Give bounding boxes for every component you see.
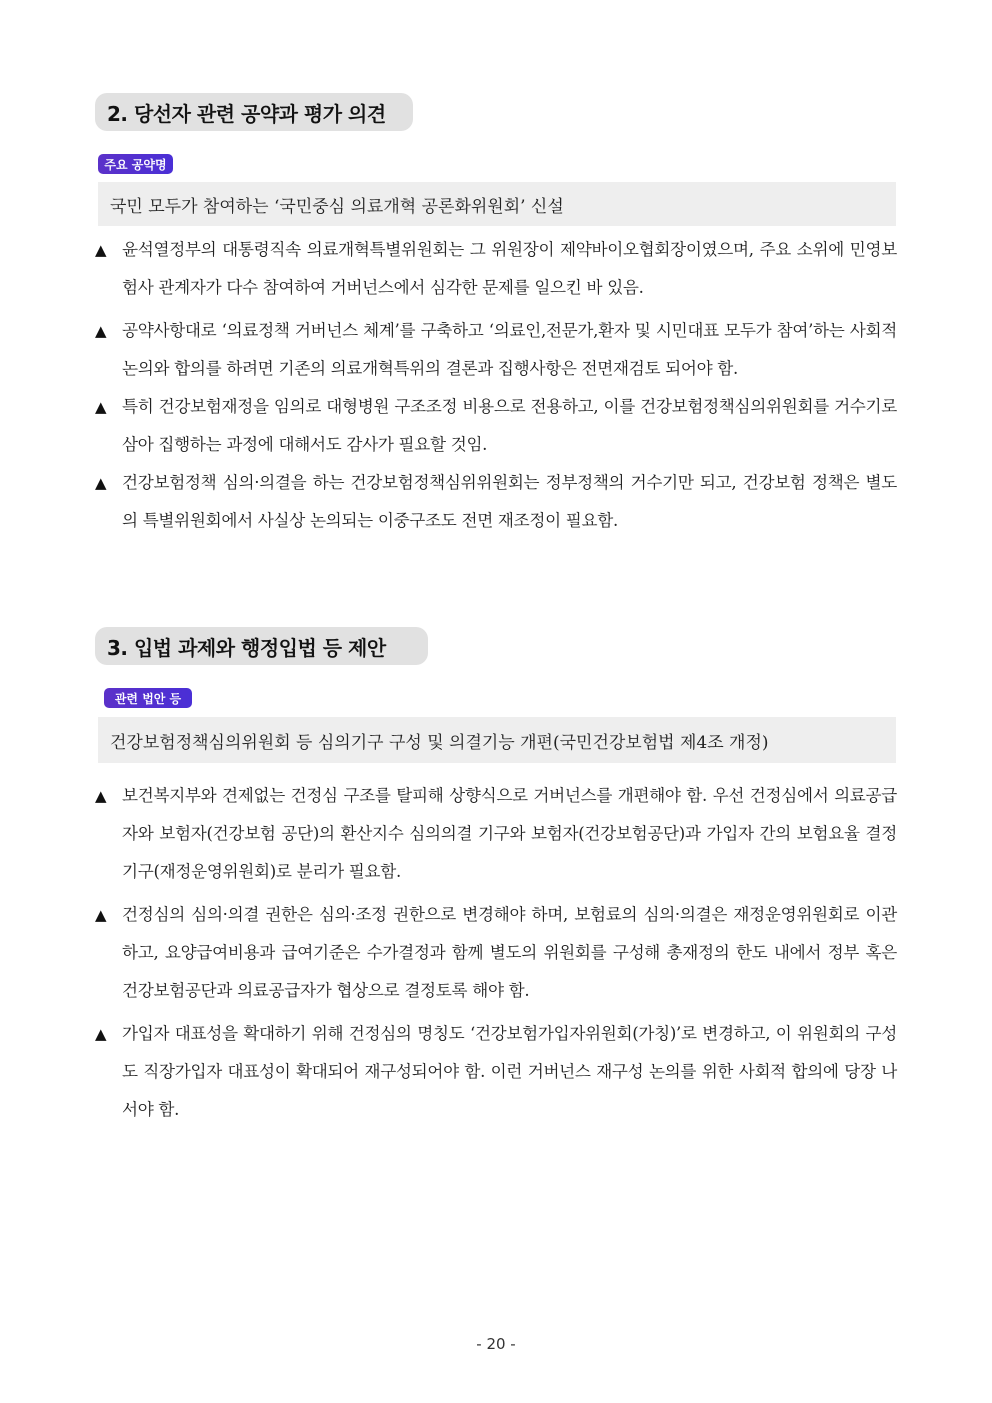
- section-2-bullet-list: [95, 231, 897, 540]
- section-2-tag: 주요 공약명: [98, 154, 173, 174]
- section-3-bullet-list: [95, 777, 897, 1129]
- list-item: [95, 231, 897, 307]
- section-3-title: 3. 입법 과제와 행정입법 등 제안: [95, 627, 428, 665]
- triangle-bullet-icon: ▲: [95, 787, 107, 805]
- section-3-tag: 관련 법안 등: [104, 688, 192, 708]
- page-number: - 20 -: [476, 1335, 516, 1353]
- list-item: [95, 388, 897, 464]
- list-item: [95, 312, 897, 388]
- bullet-text: 특히 건강보험재정을 임의로 대형병원 구조조정 비용으로 전용하고, 이를 건강보험정책심의위원회를 거수기로 삼아 집행하는 과정에 대해서도 감사가 필요할 것임.: [122, 397, 897, 454]
- triangle-bullet-icon: ▲: [95, 398, 107, 416]
- bullet-text: 가입자 대표성을 확대하기 위해 건정심의 명칭도 ‘건강보험가입자위원회(가칭)’로 변경하고, 이 위원회의 구성도 직장가입자 대표성이 확대되어 재구성되어야 함. 이런 거버넌스 재구성 논의를 위한 사회적 합의에 당장 나서야 함.: [122, 1024, 897, 1119]
- bullet-text: 공약사항대로 ‘의료정책 거버넌스 체계’를 구축하고 ‘의료인,전문가,환자 및 시민대표 모두가 참여’하는 사회적 논의와 합의를 하려면 기존의 의료개혁특위의 결론과 집행사항은 전면재검토 되어야 함.: [122, 321, 897, 378]
- triangle-bullet-icon: ▲: [95, 474, 107, 492]
- triangle-bullet-icon: ▲: [95, 322, 107, 340]
- list-item: [95, 896, 897, 1010]
- bullet-text: 건강보험정책 심의·의결을 하는 건강보험정책심위위원회는 정부정책의 거수기만 되고, 건강보험 정책은 별도의 특별위원회에서 사실상 논의되는 이중구조도 전면 재조정이 필요함.: [122, 473, 897, 530]
- bullet-text: 보건복지부와 견제없는 건정심 구조를 탈피해 상향식으로 거버넌스를 개편해야 함. 우선 건정심에서 의료공급자와 보험자(건강보험 공단)의 환산지수 심의의결 기구와 보험자(건강보험공단)과 가입자 간의 보험요율 결정 기구(재정운영위원회)로 분리가 필요함.: [122, 786, 897, 881]
- bullet-text: 윤석열정부의 대통령직속 의료개혁특별위원회는 그 위원장이 제약바이오협회장이였으며, 주요 소위에 민영보험사 관계자가 다수 참여하여 거버넌스에서 심각한 문제를 일으킨 바 있음.: [122, 240, 897, 297]
- section-2-title: 2. 당선자 관련 공약과 평가 의견: [95, 93, 413, 131]
- section-3-tag-content: 건강보험정책심의위원회 등 심의기구 구성 및 의결기능 개편(국민건강보험법 제4조 개정): [98, 717, 896, 763]
- bullet-text: 건정심의 심의·의결 권한은 심의·조정 권한으로 변경해야 하며, 보험료의 심의·의결은 재정운영위원회로 이관하고, 요양급여비용과 급여기준은 수가결정과 함께 별도의 위원회를 구성해 총재정의 한도 내에서 정부 혹은 건강보험공단과 의료공급자가 협상으로 결정토록 해야 함.: [122, 905, 897, 1000]
- list-item: [95, 777, 897, 891]
- list-item: [95, 464, 897, 540]
- triangle-bullet-icon: ▲: [95, 906, 107, 924]
- triangle-bullet-icon: ▲: [95, 241, 107, 259]
- list-item: [95, 1015, 897, 1129]
- section-2-tag-content: 국민 모두가 참여하는 ‘국민중심 의료개혁 공론화위원회’ 신설: [98, 182, 896, 226]
- triangle-bullet-icon: ▲: [95, 1025, 107, 1043]
